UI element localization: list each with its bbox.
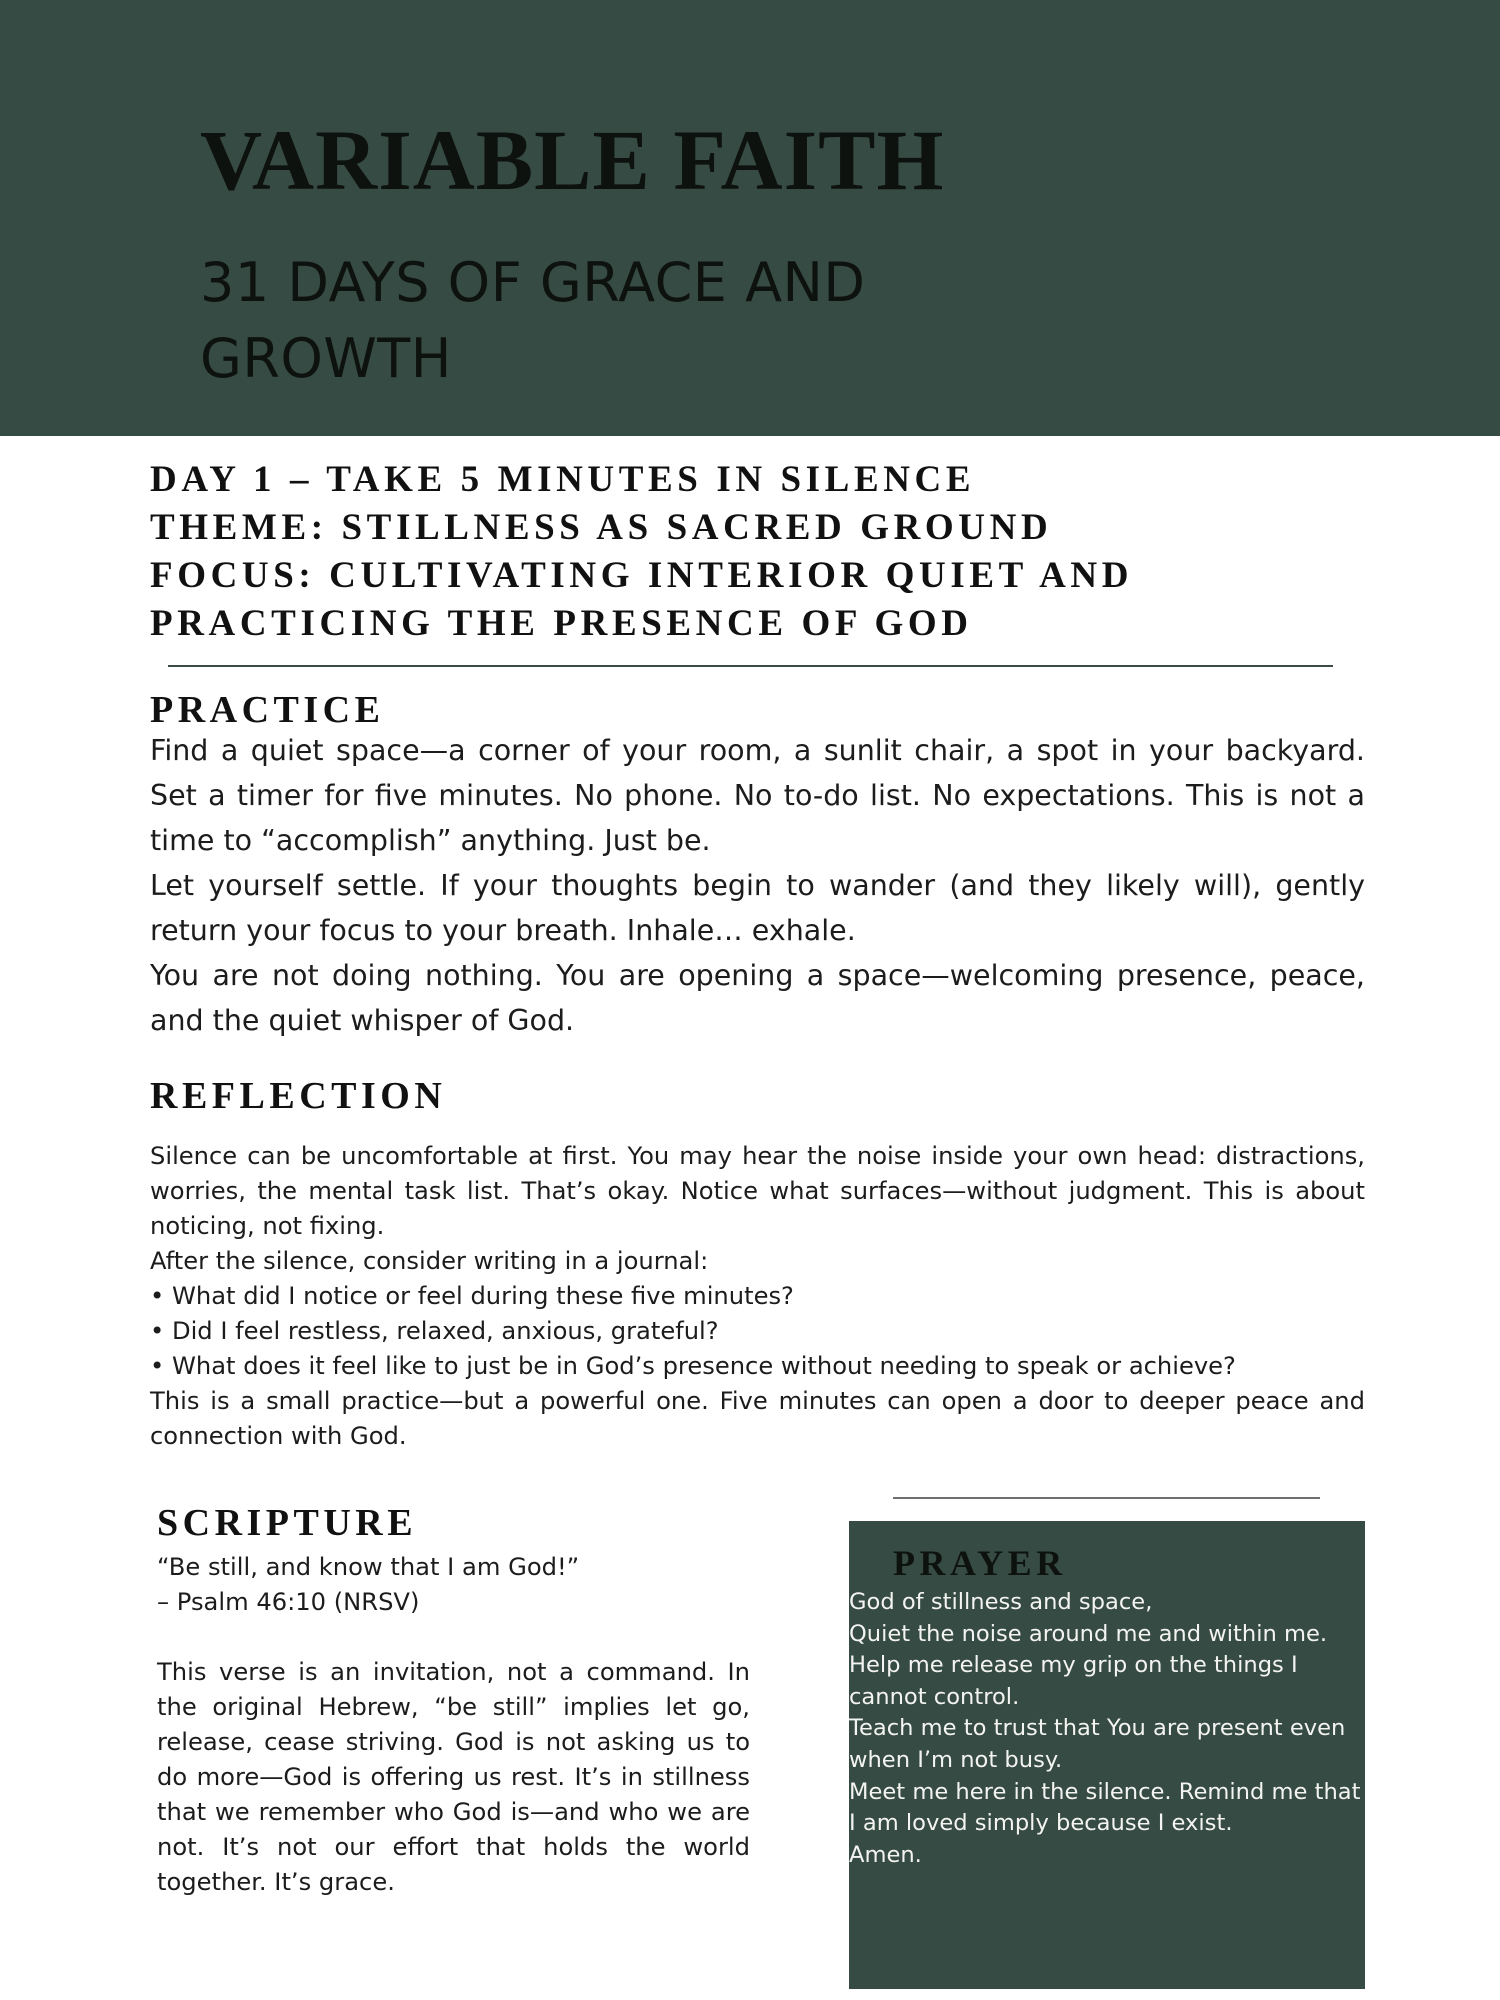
section-divider — [168, 665, 1333, 667]
book-subtitle: 31 DAYS OF GRACE AND GROWTH — [200, 251, 866, 390]
prayer-text — [849, 1587, 1365, 1871]
book-title: VARIABLE FAITH — [200, 112, 945, 208]
prayer-line: God of stillness and space, — [849, 1589, 1153, 1615]
prayer-line: Amen. — [849, 1841, 922, 1868]
prayer-divider — [893, 1497, 1320, 1499]
reflection-heading: REFLECTION — [150, 1075, 447, 1117]
reflection-body — [150, 1139, 1365, 1454]
reflection-bullet: • Did I feel restless, relaxed, anxious, grateful? — [150, 1317, 719, 1345]
scripture-spacer — [157, 1620, 750, 1655]
scripture-verse: “Be still, and know that I am God!” — [157, 1553, 580, 1581]
reflection-bullet: • What did I notice or feel during these five minutes? — [150, 1282, 794, 1310]
prayer-line: Help me release my grip on the things I cannot control. — [849, 1652, 1298, 1710]
scripture-reference: – Psalm 46:10 (NRSV) — [157, 1588, 420, 1616]
day-focus-line-2: PRACTICING THE PRESENCE OF GOD — [150, 603, 973, 644]
reflection-intro: Silence can be uncomfortable at first. You may hear the noise inside your own head: distractions, worries, the mental task list. That’s okay. Notice what surfaces—without judgment. This is about noticing, not fixing. — [150, 1142, 1365, 1240]
scripture-body — [157, 1550, 750, 1900]
day-focus-line-1: FOCUS: CULTIVATING INTERIOR QUIET AND — [150, 555, 1134, 596]
prayer-heading: PRAYER — [893, 1543, 1067, 1583]
reflection-closing: This is a small practice—but a powerful one. Five minutes can open a door to deeper peace and connection with God. — [150, 1387, 1365, 1450]
reflection-journal-prompt: After the silence, consider writing in a journal: — [150, 1247, 709, 1275]
prayer-box — [849, 1521, 1365, 1989]
scripture-commentary: This verse is an invitation, not a command. In the original Hebrew, “be still” implies let go, release, cease striving. God is not asking us to do more—God is offering us rest. It’s in stillness that we remember who God is—and who we are not. It’s not our effort that holds the world together. It’s grace. — [157, 1658, 750, 1896]
reflection-bullet: • What does it feel like to just be in God’s presence without needing to speak or achieve? — [150, 1352, 1236, 1380]
day-title: DAY 1 – TAKE 5 MINUTES IN SILENCE — [150, 459, 976, 500]
practice-paragraph: Find a quiet space—a corner of your room, a sunlit chair, a spot in your backyard. Set a timer for five minutes. No phone. No to-do list. No expectations. This is not a time to “accomplish” anything. Just be. — [150, 734, 1365, 857]
practice-paragraph: Let yourself settle. If your thoughts begin to wander (and they likely will), gently return your focus to your breath. Inhale… exhale. — [150, 869, 1365, 947]
day-heading-block — [150, 456, 1370, 648]
practice-heading: PRACTICE — [150, 689, 385, 731]
practice-paragraph: You are not doing nothing. You are opening a space—welcoming presence, peace, and the quiet whisper of God. — [150, 959, 1365, 1037]
day-theme: THEME: STILLNESS AS SACRED GROUND — [150, 507, 1053, 548]
header-banner — [0, 0, 1500, 436]
prayer-line: Meet me here in the silence. Remind me that I am loved simply because I exist. — [849, 1778, 1361, 1837]
prayer-line: Quiet the noise around me and within me. — [849, 1620, 1328, 1647]
prayer-line: Teach me to trust that You are present even when I’m not busy. — [849, 1715, 1346, 1773]
scripture-heading: SCRIPTURE — [157, 1502, 418, 1544]
practice-body — [150, 728, 1365, 1043]
